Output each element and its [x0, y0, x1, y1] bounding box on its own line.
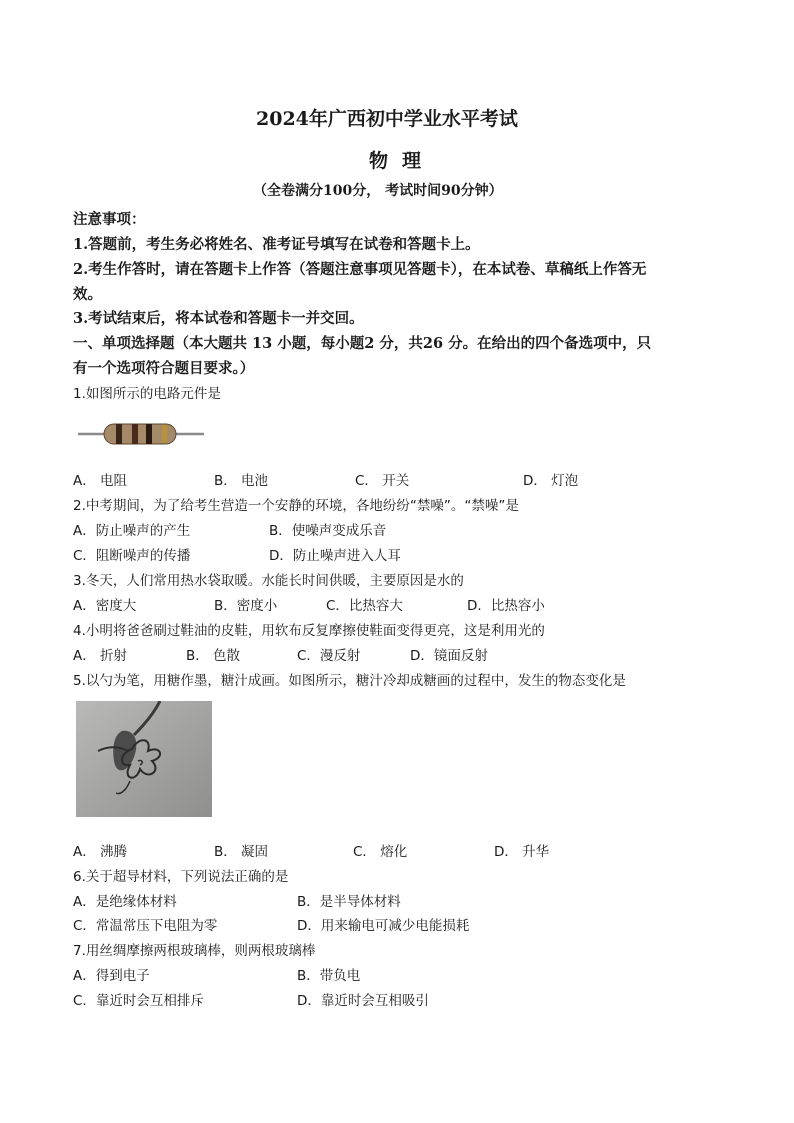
notice-item-1: 1.答题前，考生务必将姓名、准考证号填写在试卷和答题卡上。 — [73, 236, 480, 253]
q2-option-a: A．防止噪声的产生 — [73, 523, 191, 539]
q7-option-b: B．带负电 — [297, 968, 361, 984]
q4-option-a: A． 折射 — [73, 648, 128, 664]
exam-title: 2024年广西初中学业水平考试 — [256, 108, 518, 130]
question-6-stem: 6.关于超导材料，下列说法正确的是 — [73, 869, 289, 885]
q2-option-c: C．阻断噪声的传播 — [73, 548, 191, 564]
q3-option-a: A．密度大 — [73, 598, 137, 614]
question-4-stem: 4.小明将爸爸刷过鞋油的皮鞋，用软布反复摩擦使鞋面变得更亮，这是利用光的 — [73, 623, 545, 639]
q6-option-d: D．用来输电可减少电能损耗 — [297, 918, 470, 934]
question-1-stem: 1.如图所示的电路元件是 — [73, 386, 221, 402]
q1-option-b: B． 电池 — [214, 473, 269, 489]
q4-option-c: C．漫反射 — [297, 648, 361, 664]
q7-option-c: C．靠近时会互相排斥 — [73, 993, 204, 1009]
q5-option-b: B． 凝固 — [214, 844, 269, 860]
section-1-heading-line-2: 有一个选项符合题目要求。） — [73, 360, 255, 377]
q1-option-c: C． 开关 — [355, 473, 410, 489]
section-1-heading-line-1: 一、单项选择题（本大题共 13 小题，每小题2 分，共26 分。在给出的四个备选项中，只 — [73, 335, 652, 352]
q6-option-a: A．是绝缘体材料 — [73, 894, 177, 910]
notice-item-2-line-1: 2.考生作答时，请在答题卡上作答（答题注意事项见答题卡），在本试卷、草稿纸上作答无 — [73, 261, 647, 278]
notice-item-2-line-2: 效。 — [73, 286, 102, 303]
question-3-stem: 3.冬天，人们常用热水袋取暖。水能长时间供暖，主要原因是水的 — [73, 573, 464, 589]
question-2-stem: 2.中考期间，为了给考生营造一个安静的环境，各地纷纷“禁噪”。“禁噪”是 — [73, 498, 519, 514]
q1-option-d: D． 灯泡 — [523, 473, 579, 489]
q5-option-c: C． 熔化 — [353, 844, 408, 860]
q2-option-b: B．使噪声变成乐音 — [269, 523, 387, 539]
q3-option-b: B．密度小 — [214, 598, 278, 614]
q6-option-b: B．是半导体材料 — [297, 894, 401, 910]
q7-option-a: A．得到电子 — [73, 968, 150, 984]
sugar-painting-photo — [76, 701, 212, 817]
q2-option-d: D．防止噪声进入人耳 — [269, 548, 401, 564]
question-5-stem: 5.以勺为笔，用糖作墨，糖汁成画。如图所示，糖汁冷却成糖画的过程中，发生的物态变化是 — [73, 673, 626, 689]
q7-option-d: D．靠近时会互相吸引 — [297, 993, 429, 1009]
question-7-stem: 7.用丝绸摩擦两根玻璃棒，则两根玻璃棒 — [73, 943, 316, 959]
q5-option-d: D． 升华 — [494, 844, 550, 860]
notice-heading: 注意事项： — [73, 211, 146, 228]
resistor-image — [78, 416, 204, 452]
q3-option-d: D．比热容小 — [467, 598, 545, 614]
q4-option-d: D．镜面反射 — [410, 648, 488, 664]
subject-title: 物理 — [369, 150, 436, 172]
q5-option-a: A． 沸腾 — [73, 844, 128, 860]
q4-option-b: B． 色散 — [186, 648, 241, 664]
q3-option-c: C．比热容大 — [326, 598, 403, 614]
notice-item-3: 3.考试结束后，将本试卷和答题卡一并交回。 — [73, 310, 364, 327]
q1-option-a: A． 电阻 — [73, 473, 128, 489]
exam-info: （全卷满分100分， 考试时间90分钟） — [253, 183, 503, 199]
q6-option-c: C．常温常压下电阻为零 — [73, 918, 218, 934]
